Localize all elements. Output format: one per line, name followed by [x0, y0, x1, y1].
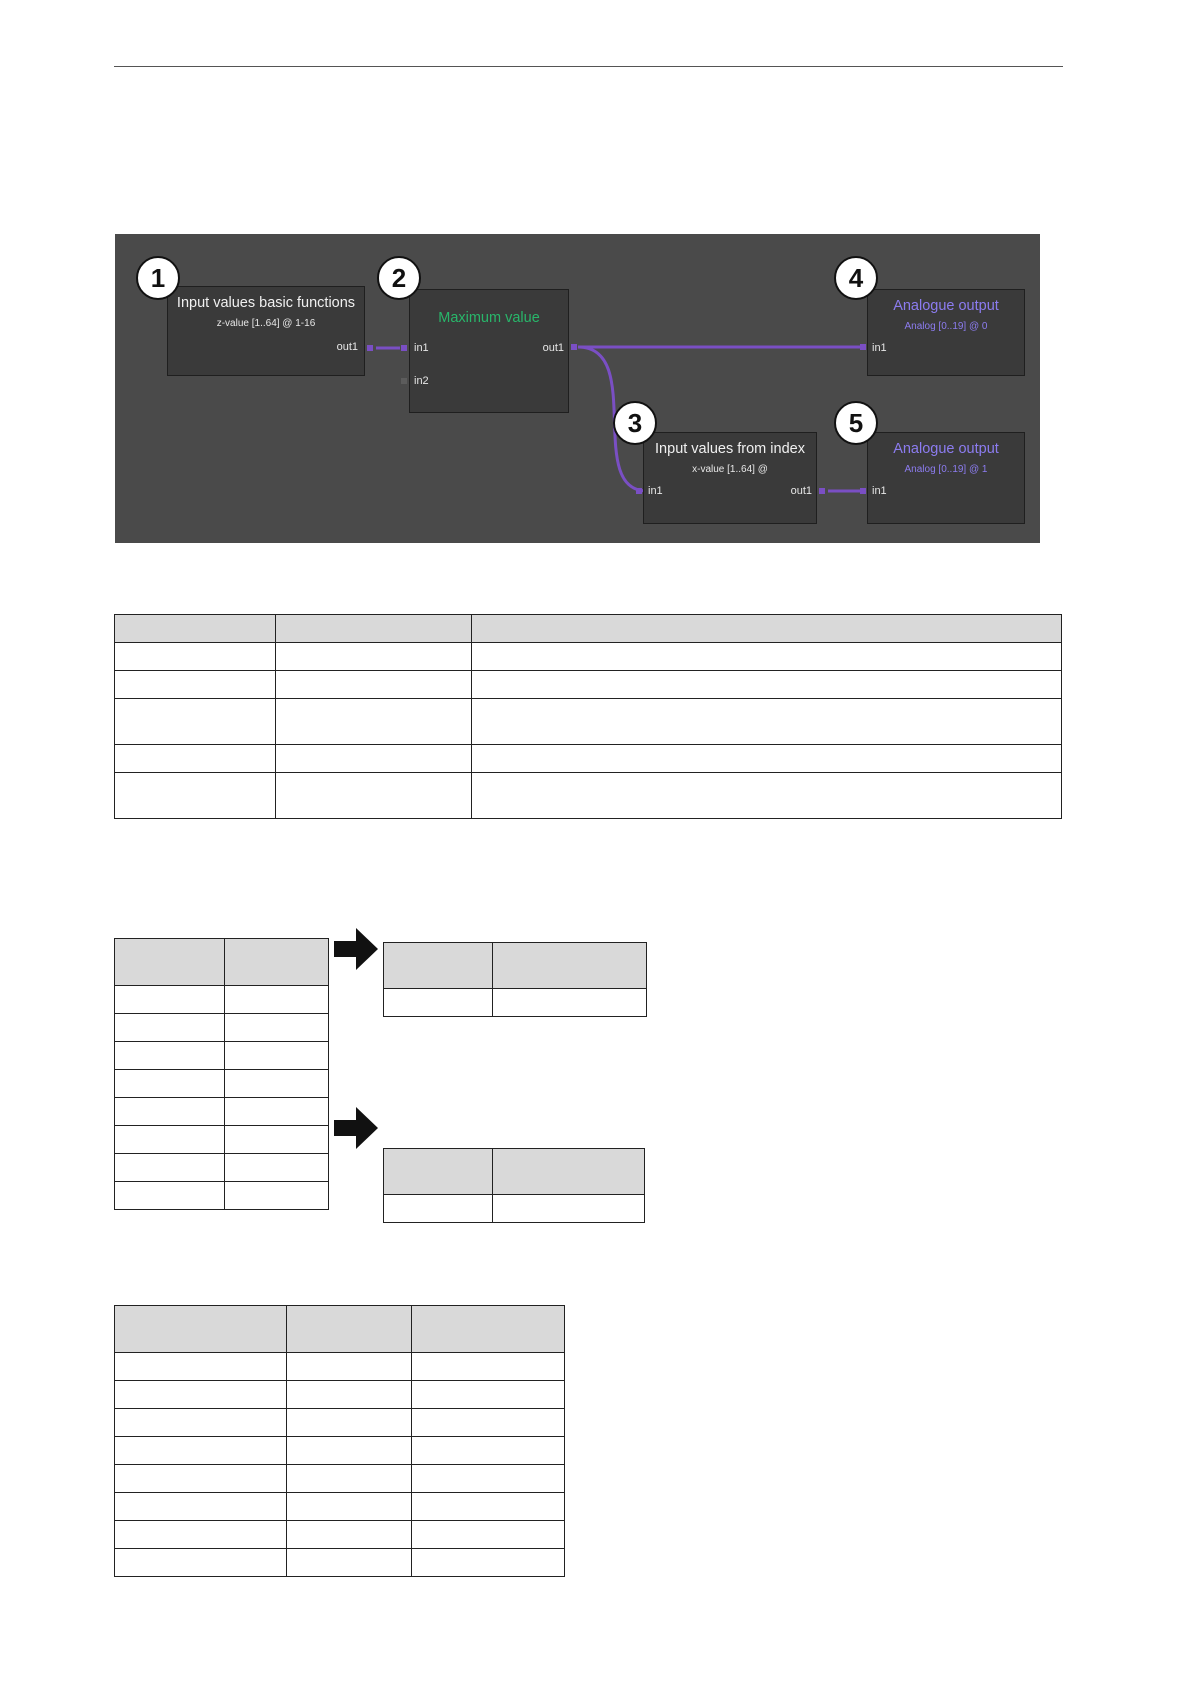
node-analogue-output-1[interactable] [867, 432, 1025, 524]
table-row [115, 1493, 565, 1521]
table-header-row [384, 943, 647, 989]
table-row [115, 1409, 565, 1437]
node-analogue-output-0[interactable] [867, 289, 1025, 376]
header-rule [114, 66, 1063, 67]
callout-badge-5: 5 [834, 401, 878, 445]
table-row [384, 1195, 645, 1223]
node-subtitle: Analog [0..19] @ 1 [904, 464, 988, 475]
legend-table [114, 614, 1062, 819]
port-in1-label: in1 [414, 342, 429, 354]
node-maximum-value[interactable] [409, 289, 569, 413]
port-in1-label: in1 [872, 485, 887, 497]
port-in1-pin[interactable] [860, 344, 866, 350]
node-title: Maximum value [438, 310, 540, 326]
table-row [115, 643, 1062, 671]
node-title: Input values basic functions [176, 295, 356, 311]
result-table [114, 1305, 565, 1577]
table-row [115, 1126, 329, 1154]
output-table-maximum [383, 942, 647, 1017]
table-row [115, 1154, 329, 1182]
output-table-index [383, 1148, 645, 1223]
port-in1-pin[interactable] [636, 488, 642, 494]
table-row [115, 986, 329, 1014]
port-in2-pin[interactable] [401, 378, 407, 384]
port-in1-label: in1 [872, 342, 887, 354]
table-row [115, 1465, 565, 1493]
right-arrow-icon [334, 1107, 378, 1149]
node-input-values-basic-functions[interactable] [167, 286, 365, 376]
table-row [115, 1182, 329, 1210]
port-out1-label: out1 [790, 485, 812, 497]
port-out1-label: out1 [336, 341, 358, 353]
table-row [384, 989, 647, 1017]
table-row [115, 1042, 329, 1070]
port-in1-pin[interactable] [401, 345, 407, 351]
table-row [115, 1098, 329, 1126]
port-out1-pin[interactable] [819, 488, 825, 494]
table-row [115, 745, 1062, 773]
node-title: Analogue output [893, 298, 999, 314]
table-row [115, 1437, 565, 1465]
table-header-row [384, 1149, 645, 1195]
node-title: Input values from index [655, 441, 805, 457]
table-row [115, 1070, 329, 1098]
table-row [115, 699, 1062, 745]
node-title: Analogue output [893, 441, 999, 457]
table-header-row [115, 1306, 565, 1353]
port-out1-pin[interactable] [367, 345, 373, 351]
table-header-row [115, 939, 329, 986]
port-in1-pin[interactable] [860, 488, 866, 494]
port-in1-label: in1 [648, 485, 663, 497]
block-diagram [115, 234, 1040, 543]
callout-badge-2: 2 [377, 256, 421, 300]
node-subtitle: Analog [0..19] @ 0 [904, 321, 988, 332]
table-row [115, 1521, 565, 1549]
right-arrow-icon [334, 928, 378, 970]
table-row [115, 773, 1062, 819]
callout-badge-3: 3 [613, 401, 657, 445]
node-subtitle: z-value [1..64] @ 1-16 [216, 318, 316, 329]
callout-badge-1: 1 [136, 256, 180, 300]
table-row [115, 1549, 565, 1577]
table-row [115, 1014, 329, 1042]
port-out1-pin[interactable] [571, 344, 577, 350]
table-row [115, 1353, 565, 1381]
table-row [115, 671, 1062, 699]
input-values-table [114, 938, 329, 1210]
port-in2-label: in2 [414, 375, 429, 387]
callout-badge-4: 4 [834, 256, 878, 300]
table-header-row [115, 615, 1062, 643]
table-row [115, 1381, 565, 1409]
port-out1-label: out1 [542, 342, 564, 354]
node-input-values-from-index[interactable] [643, 432, 817, 524]
node-subtitle: x-value [1..64] @ [692, 464, 768, 475]
